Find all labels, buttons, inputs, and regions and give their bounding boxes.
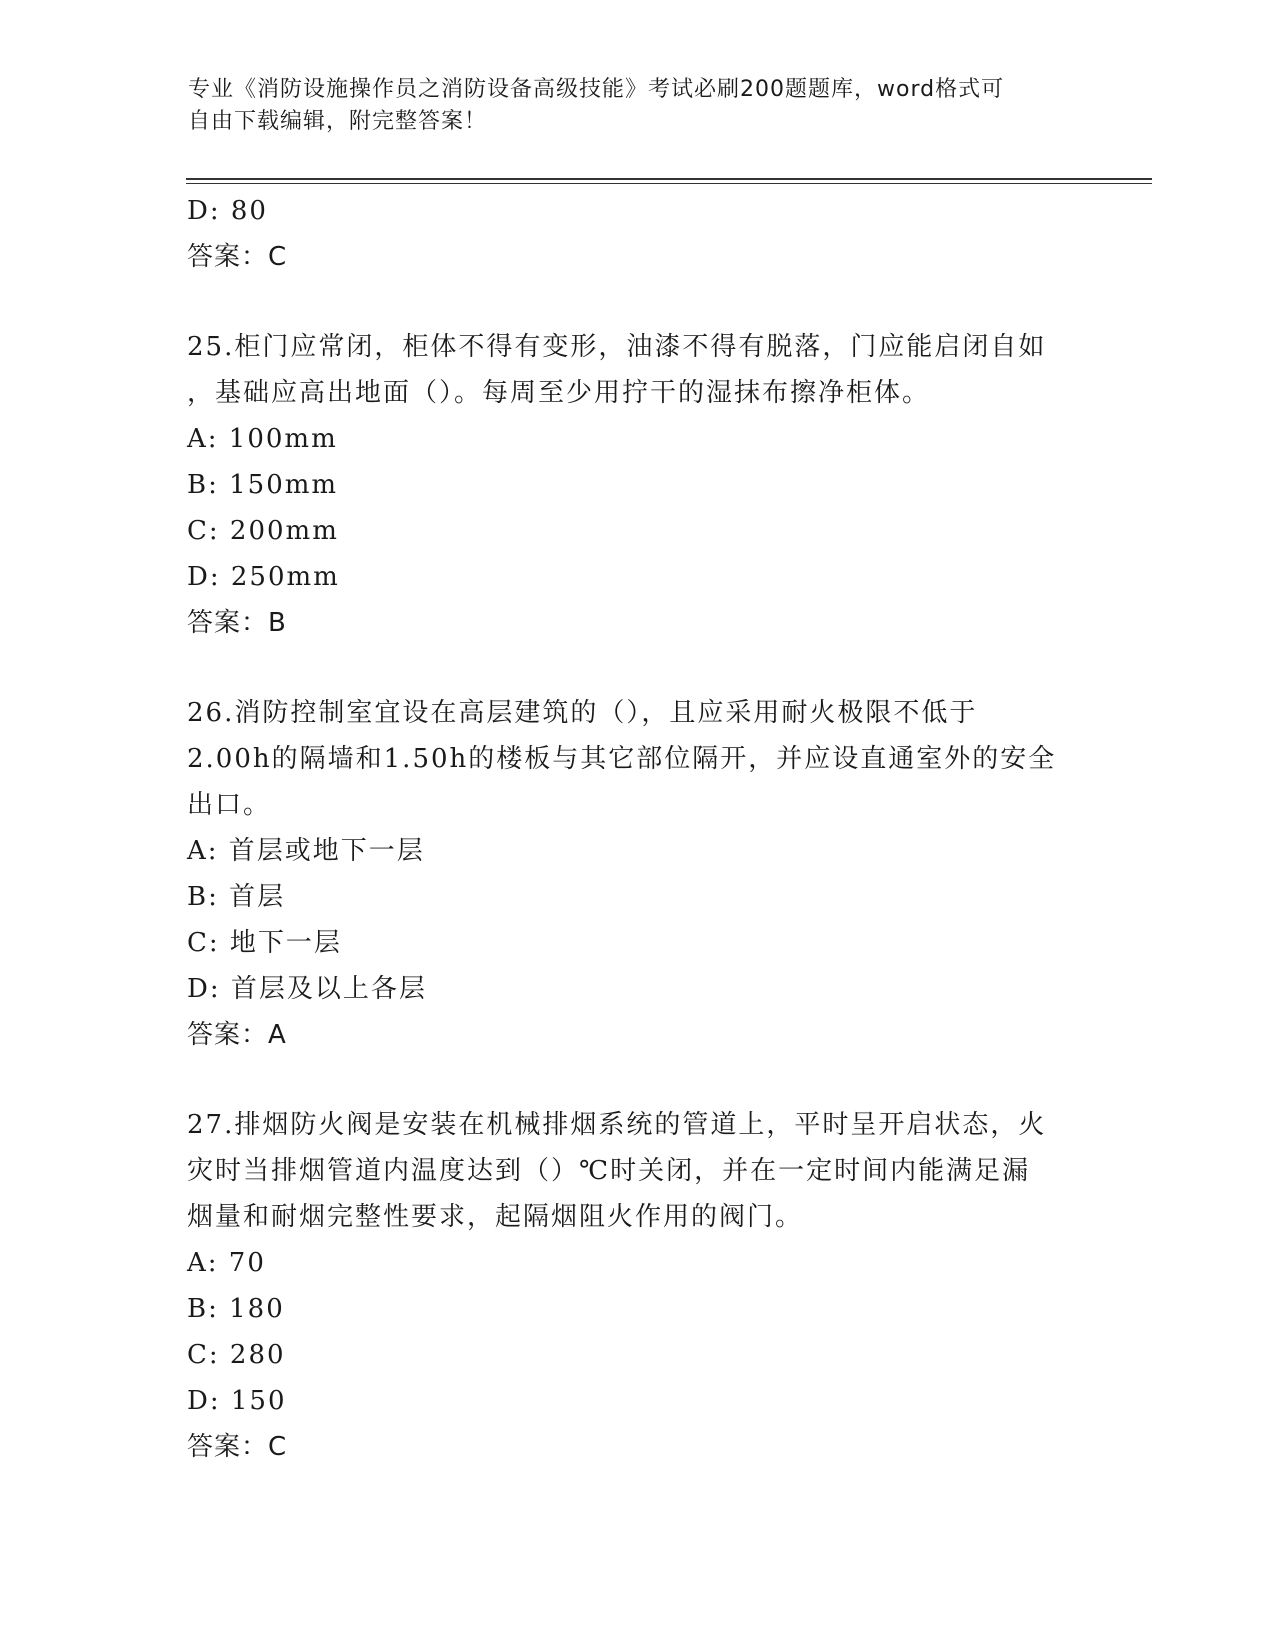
question-text: ，基础应高出地面（）。每周至少用拧干的湿抹布擦净柜体。: [187, 378, 931, 408]
header-rule-thin: [186, 183, 1152, 184]
question-27: [187, 1102, 1087, 1470]
option-a: A: 100mm: [187, 424, 338, 454]
header-rule-thick: [186, 178, 1152, 180]
page-header: [188, 74, 1068, 138]
answer: 答案：B: [187, 608, 287, 638]
question-text: 25.柜门应常闭，柜体不得有变形，油漆不得有脱落，门应能启闭自如: [187, 332, 1047, 362]
option-d: D: 80: [187, 196, 268, 226]
option-c: C: 280: [187, 1340, 286, 1370]
question-text: 灾时当排烟管道内温度达到（）℃时关闭，并在一定时间内能满足漏: [187, 1156, 1031, 1186]
option-b: B: 150mm: [187, 470, 339, 500]
question-text: 26.消防控制室宜设在高层建筑的（），且应采用耐火极限不低于: [187, 698, 978, 728]
question-26: [187, 690, 1087, 1058]
option-c: C: 地下一层: [187, 928, 342, 958]
option-a: A: 70: [187, 1248, 266, 1278]
option-d: D: 首层及以上各层: [187, 974, 427, 1004]
answer: 答案：A: [187, 1020, 287, 1050]
header-line-2: 自由下载编辑，附完整答案！: [188, 109, 488, 134]
question-content: [187, 188, 1087, 1470]
option-d: D: 250mm: [187, 562, 340, 592]
option-b: B: 首层: [187, 882, 286, 912]
option-b: B: 180: [187, 1294, 285, 1324]
question-25: [187, 324, 1087, 646]
question-text: 2.00h的隔墙和1.50h的楼板与其它部位隔开，并应设直通室外的安全: [187, 744, 1057, 774]
answer: 答案：C: [187, 1432, 288, 1462]
option-c: C: 200mm: [187, 516, 339, 546]
question-text: 出口。: [187, 790, 272, 820]
question-text: 烟量和耐烟完整性要求，起隔烟阻火作用的阀门。: [187, 1202, 804, 1232]
question-text: 27.排烟防火阀是安装在机械排烟系统的管道上，平时呈开启状态，火: [187, 1110, 1047, 1140]
header-line-1: 专业《消防设施操作员之消防设备高级技能》考试必刷200题题库，word格式可: [188, 77, 1005, 102]
answer: 答案：C: [187, 242, 288, 272]
option-d: D: 150: [187, 1386, 287, 1416]
option-a: A: 首层或地下一层: [187, 836, 425, 866]
